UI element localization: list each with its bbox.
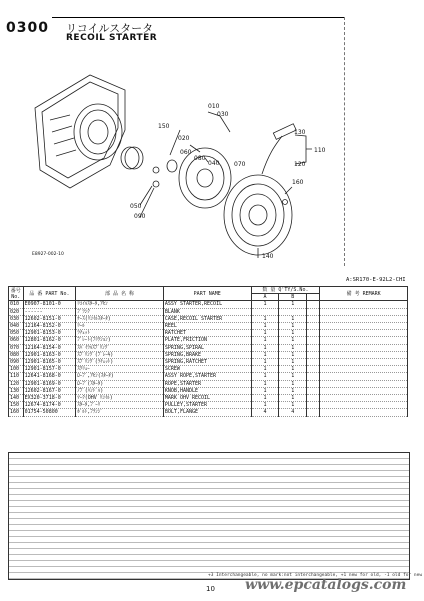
cell-part-no: 12674-8174-0 — [23, 402, 76, 409]
cell-no: 160 — [9, 409, 24, 416]
cell-name-jp: ｽﾊﾟｲﾗﾙｽﾌﾟﾘﾝｸﾞ — [76, 344, 164, 351]
cell-blank — [307, 344, 320, 351]
cell-blank — [307, 409, 320, 416]
exploded-parts-diagram — [30, 70, 340, 260]
cell-blank — [307, 351, 320, 358]
cell-remark — [320, 308, 408, 315]
parts-table — [8, 286, 408, 417]
cell-part-name: KNOB,HANDLE — [163, 387, 251, 394]
callout-040: 040 — [208, 160, 220, 167]
cell-no: 060 — [9, 337, 24, 344]
cell-qty-a: 1 — [251, 323, 279, 330]
cell-qty-b: 1 — [279, 402, 307, 409]
cell-name-jp: ﾘｺｲﾙｽﾀｰﾀ,ｱｾﾝ — [76, 301, 164, 308]
page-number: 10 — [206, 585, 215, 593]
cell-name-jp: ｽﾌﾟﾘﾝｸﾞ(ﾌﾞﾚｰｷ) — [76, 351, 164, 358]
cell-name-jp: ﾎﾞﾙﾄ,ﾌﾗﾝｼﾞ — [76, 409, 164, 416]
cell-blank — [307, 380, 320, 387]
cell-part-no: 12901-8157-0 — [23, 366, 76, 373]
cell-part-name: MARK OHV RECOIL — [163, 395, 251, 402]
col-header-b: B — [279, 294, 307, 301]
callout-110: 110 — [314, 147, 326, 154]
cell-qty-b: 1 — [279, 337, 307, 344]
callout-060: 060 — [180, 149, 192, 156]
callout-090: 090 — [134, 213, 146, 220]
cell-part-no: 12901-8163-0 — [23, 351, 76, 358]
cell-qty-a: 1 — [251, 351, 279, 358]
table-row — [9, 373, 408, 380]
cell-qty-b: 1 — [279, 351, 307, 358]
cell-name-jp: ﾏｰｸ(OHV ﾘｺｲﾙ) — [76, 395, 164, 402]
model-code-ref: A:SR170-E-92L2-CHI — [346, 277, 406, 283]
cell-no: 010 — [9, 301, 24, 308]
cell-qty-b — [279, 308, 307, 315]
section-title-jp: リコイルスタータ — [66, 22, 154, 35]
cell-no: 120 — [9, 380, 24, 387]
callout-010: 010 — [208, 103, 220, 110]
cell-part-name: PULLEY,STARTER — [163, 402, 251, 409]
cell-part-no: 01754-50800 — [23, 409, 76, 416]
cell-remark — [320, 380, 408, 387]
cell-blank — [307, 387, 320, 394]
cell-blank — [307, 402, 320, 409]
section-number: 0300 — [6, 20, 49, 36]
cell-remark — [320, 351, 408, 358]
callout-160: 160 — [292, 179, 304, 186]
col-header-qty: 数 量 Q'TY/S.No. — [251, 287, 320, 294]
cell-qty-a: 1 — [251, 402, 279, 409]
cell-remark — [320, 301, 408, 308]
table-row — [9, 359, 408, 366]
cell-part-no: ------ — [23, 308, 76, 315]
callout-050: 050 — [130, 203, 142, 210]
cell-no: 080 — [9, 351, 24, 358]
cell-name-jp: ﾌﾟﾚｰﾄ(ﾌﾘｸｼｮﾝ) — [76, 337, 164, 344]
cell-name-jp: ｽﾀｰﾀ,ﾌﾟｰﾘ — [76, 402, 164, 409]
cell-remark — [320, 315, 408, 322]
cell-part-no: E0907-8101-0 — [23, 301, 76, 308]
cell-qty-b: 4 — [279, 409, 307, 416]
margin-dashed-line — [344, 17, 345, 266]
cell-qty-a: 1 — [251, 337, 279, 344]
callout-140: 140 — [262, 253, 274, 260]
footer-legend: +3 Interchangeable, no mark:not interchangeable, +1 new for old, -1 old for new — [208, 573, 423, 578]
cell-remark — [320, 344, 408, 351]
cell-name-jp: ﾌﾞﾗﾝｸ — [76, 308, 164, 315]
cell-remark — [320, 387, 408, 394]
cell-blank — [307, 330, 320, 337]
callout-120: 120 — [294, 161, 306, 168]
cell-remark — [320, 330, 408, 337]
callout-150: 150 — [158, 123, 170, 130]
cell-part-no: 12641-8168-0 — [23, 373, 76, 380]
cell-blank — [307, 301, 320, 308]
cell-qty-a: 1 — [251, 344, 279, 351]
cell-no: 100 — [9, 366, 24, 373]
col-header-a: A — [251, 294, 279, 301]
cell-remark — [320, 337, 408, 344]
cell-part-no: 12901-8165-0 — [23, 359, 76, 366]
section-title-en: RECOIL STARTER — [66, 33, 158, 43]
cell-blank — [307, 373, 320, 380]
cell-remark — [320, 323, 408, 330]
watermark: www.epcatalogs.com — [245, 577, 407, 593]
cell-blank — [307, 315, 320, 322]
col-header-blank — [307, 294, 320, 301]
cell-name-jp: ｽﾌﾟﾘﾝｸﾞ(ﾗﾁｪｯﾄ) — [76, 359, 164, 366]
table-row — [9, 308, 408, 315]
cell-qty-a: 4 — [251, 409, 279, 416]
cell-part-no: 12164-8154-0 — [23, 344, 76, 351]
cell-no: 070 — [9, 344, 24, 351]
figure-code: E8927-002-10 — [32, 252, 64, 257]
cell-blank — [307, 337, 320, 344]
cell-part-name: ASSY ROPE,STARTER — [163, 373, 251, 380]
header-rule — [52, 17, 344, 18]
cell-name-jp: ｹｰｽ(ﾘｺｲﾙｽﾀｰﾀ) — [76, 315, 164, 322]
cell-qty-b: 1 — [279, 366, 307, 373]
cell-name-jp: ｽｸﾘｭｰ — [76, 366, 164, 373]
cell-part-name: REEL — [163, 323, 251, 330]
col-header-remark: 備 考 REMARK — [320, 287, 408, 301]
cell-remark — [320, 366, 408, 373]
cell-qty-a: 1 — [251, 395, 279, 402]
cell-name-jp: ﾉﾌﾞ(ﾊﾝﾄﾞﾙ) — [76, 387, 164, 394]
table-row — [9, 315, 408, 322]
table-row — [9, 323, 408, 330]
table-row — [9, 351, 408, 358]
col-header-part-no: 品 番 PART No. — [23, 287, 76, 301]
cell-part-name: BOLT,FLANGE — [163, 409, 251, 416]
table-row — [9, 402, 408, 409]
cell-no: 110 — [9, 373, 24, 380]
cell-qty-b: 1 — [279, 323, 307, 330]
cell-part-no: 12602-8151-0 — [23, 315, 76, 322]
cell-qty-a: 1 — [251, 315, 279, 322]
cell-part-no: 12901-8169-0 — [23, 380, 76, 387]
cell-blank — [307, 323, 320, 330]
cell-qty-b: 1 — [279, 359, 307, 366]
cell-no: 150 — [9, 402, 24, 409]
cell-qty-a: 1 — [251, 359, 279, 366]
cell-name-jp: ﾘｰﾙ — [76, 323, 164, 330]
cell-qty-b: 1 — [279, 387, 307, 394]
cell-part-name: RATCHET — [163, 330, 251, 337]
table-row — [9, 380, 408, 387]
cell-part-no: EX320-3718-0 — [23, 395, 76, 402]
cell-remark — [320, 402, 408, 409]
col-header-no: 番号 No. — [9, 287, 24, 301]
cell-qty-b: 1 — [279, 380, 307, 387]
table-row — [9, 409, 408, 416]
cell-part-name: CASE,RECOIL STARTER — [163, 315, 251, 322]
cell-qty-a: 1 — [251, 301, 279, 308]
parts-table-body — [9, 301, 408, 416]
cell-part-no: 12164-8152-0 — [23, 323, 76, 330]
cell-qty-b: 1 — [279, 344, 307, 351]
cell-blank — [307, 359, 320, 366]
cell-qty-a: 1 — [251, 366, 279, 373]
cell-no: 140 — [9, 395, 24, 402]
cell-no: 020 — [9, 308, 24, 315]
cell-qty-a: 1 — [251, 330, 279, 337]
table-row — [9, 301, 408, 308]
cell-no: 130 — [9, 387, 24, 394]
cell-qty-b: 1 — [279, 301, 307, 308]
cell-blank — [307, 308, 320, 315]
cell-remark — [320, 395, 408, 402]
cell-part-no: 12602-8167-0 — [23, 387, 76, 394]
cell-qty-a: 1 — [251, 373, 279, 380]
cell-name-jp: ﾛｰﾌﾟ,ｱｾﾝ(ｽﾀｰﾀ) — [76, 373, 164, 380]
cell-no: 040 — [9, 323, 24, 330]
cell-part-name: SPRING,SPIRAL — [163, 344, 251, 351]
cell-blank — [307, 366, 320, 373]
cell-name-jp: ﾛｰﾌﾟ(ｽﾀｰﾀ) — [76, 380, 164, 387]
cell-qty-a: 1 — [251, 380, 279, 387]
callout-130: 130 — [294, 129, 306, 136]
cell-part-name: SCREW — [163, 366, 251, 373]
callout-020: 020 — [178, 135, 190, 142]
cell-part-name: BLANK — [163, 308, 251, 315]
cell-remark — [320, 409, 408, 416]
cell-no: 030 — [9, 315, 24, 322]
cell-qty-a: 1 — [251, 387, 279, 394]
callout-080: 080 — [194, 155, 206, 162]
cell-remark — [320, 373, 408, 380]
table-row — [9, 344, 408, 351]
table-row — [9, 395, 408, 402]
cell-part-name: SPRING,BRAKE — [163, 351, 251, 358]
table-row — [9, 330, 408, 337]
callout-030: 030 — [217, 111, 229, 118]
cell-part-name: ROPE,STARTER — [163, 380, 251, 387]
table-row — [9, 337, 408, 344]
cell-blank — [307, 395, 320, 402]
cell-qty-b: 1 — [279, 315, 307, 322]
cell-qty-b: 1 — [279, 373, 307, 380]
cell-part-no: 12801-8162-0 — [23, 337, 76, 344]
cell-no: 050 — [9, 330, 24, 337]
cell-qty-a — [251, 308, 279, 315]
col-header-part-name: PART NAME — [163, 287, 251, 301]
table-row — [9, 387, 408, 394]
cell-part-no: 12901-8153-0 — [23, 330, 76, 337]
cell-qty-b: 1 — [279, 330, 307, 337]
callout-070: 070 — [234, 161, 246, 168]
empty-table-rows — [8, 452, 410, 580]
cell-part-name: SPRING,RATCHET — [163, 359, 251, 366]
cell-name-jp: ﾗﾁｪｯﾄ — [76, 330, 164, 337]
cell-qty-b: 1 — [279, 395, 307, 402]
cell-part-name: PLATE,FRICTION — [163, 337, 251, 344]
col-header-name-jp: 部 品 名 称 — [76, 287, 164, 301]
table-row — [9, 366, 408, 373]
cell-no: 090 — [9, 359, 24, 366]
cell-remark — [320, 359, 408, 366]
cell-part-name: ASSY STARTER,RECOIL — [163, 301, 251, 308]
